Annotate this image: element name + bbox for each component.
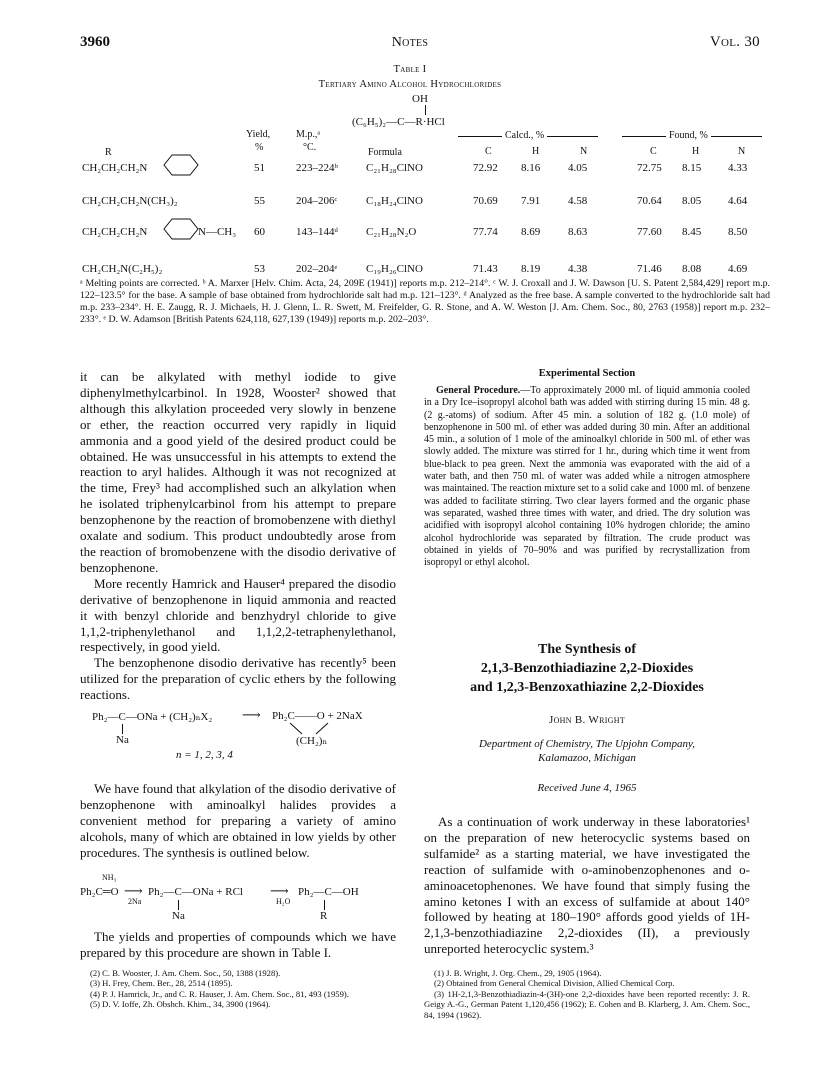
row-r: CH₂CH₂CH₂N bbox=[82, 226, 148, 238]
reaction-arrow-icon: ⟶ bbox=[270, 883, 289, 898]
row-calc-c: 71.43 bbox=[473, 263, 498, 275]
row-found-c: 70.64 bbox=[637, 195, 662, 207]
row-found-c: 71.46 bbox=[637, 263, 662, 275]
col-header-calc-n: N bbox=[580, 146, 588, 157]
row-yield: 55 bbox=[254, 195, 265, 207]
structure-formula: (C₆H₅)₂—C—R·HCl bbox=[352, 116, 445, 128]
table-row bbox=[80, 224, 770, 246]
row-mp: 223–224ᵇ bbox=[296, 162, 338, 174]
right-footnotes bbox=[424, 968, 750, 1020]
col-header-found-n: N bbox=[738, 146, 746, 157]
col-header-calc-c: C bbox=[485, 146, 492, 157]
affiliation-line: Department of Chemistry, The Upjohn Company, bbox=[478, 738, 696, 750]
page-number: 3960 bbox=[80, 34, 110, 50]
row-calc-h: 8.16 bbox=[521, 162, 541, 174]
paragraph: it can be alkylated with methyl iodide to give diphenylmethylcarbinol. In 1928, Wooster² showed that although this alkylation proceeded very slowly in benzene or ether, the reaction occurred very rapidly in liquid ammonia and a good yield of the desired product could be obtained. He was unsuccessful in his attempts to extend the reaction to aryl halides. Although it was not recognized at the time, Frey³ had accomplished such an alkylation when he isolated triphenylcarbinol from his attempt to prepare benzophenone by the reaction of bromobenzene with diethyl oxalate and sodium. This product undoubtedly arose from the reaction of bromobenzene with the disodio derivative of benzophenone. bbox=[80, 369, 396, 575]
row-calc-c: 70.69 bbox=[473, 195, 498, 207]
col-header-yield: Yield, bbox=[246, 129, 271, 140]
paragraph: As a continuation of work underway in these laboratories¹ on the preparation of new heterocyclic systems based on sulfamide² as a starting material, we have investigated the reaction of sulfamide with o-aminobenzophenones and o-aminoacetophenones. We have found that simply fusing the amino ketones I with an excess of sulfamide at about 140° followed by heating at 180–190° affords good yields of 1H-2,1,3-benzothiadiazine 2,2-dioxides (II), a previously unreported heterocyclic system.³ bbox=[424, 814, 750, 957]
row-mp: 202–204ᵉ bbox=[296, 263, 338, 275]
reaction-arrow-icon: ⟶ bbox=[124, 883, 143, 898]
col-header-r: R bbox=[105, 147, 112, 158]
equation-2-under: 2Na bbox=[128, 897, 142, 906]
equation-2-over: NH₃ bbox=[102, 873, 117, 882]
equation-1-right: Ph₂C——O + 2NaX bbox=[272, 710, 363, 722]
row-yield: 60 bbox=[254, 226, 265, 238]
equation-1-ring: (CH₂)ₙ bbox=[296, 735, 328, 747]
footnote: (3) H. Frey, Chem. Ber., 28, 2514 (1895). bbox=[90, 978, 233, 989]
table-footnotes: ᵃ Melting points are corrected. ᵇ A. Marxer [Helv. Chim. Acta, 24, 209E (1941)] reports m.p. 212–214°. ᶜ W. J. Croxall and J. W. Dawson [U. S. Patent 2,584,429] report m.p. 122–123.5° for the base. A sample of base obtained from hydrochloride salt had m.p. 121–123°. ᵈ Analyzed as the free base. A sample converted to the hydrochloride salt had m.p. 233–234°. H. E. Zaugg, R. J. Michaels, H. J. Glenn, L. R. Swett, M. Freifelder, G. R. Stone, and A. W. Weston [J. Am. Chem. Soc., 80, 2763 (1958)] report m.p. 232–233°. ᵉ D. W. Adamson [British Patents 624,118, 627,139 (1949)] reports m.p. 202–203°. bbox=[80, 278, 770, 325]
row-found-h: 8.15 bbox=[682, 162, 702, 174]
col-header-formula: Formula bbox=[368, 147, 402, 158]
row-found-c: 77.60 bbox=[637, 226, 662, 238]
row-calc-n: 4.58 bbox=[568, 195, 588, 207]
row-calc-h: 8.19 bbox=[521, 263, 541, 275]
row-r-suffix: N—CH₃ bbox=[198, 226, 237, 238]
footnote: (2) Obtained from General Chemical Division, Allied Chemical Corp. bbox=[434, 978, 675, 989]
left-column-text-2 bbox=[80, 781, 396, 861]
article-title bbox=[424, 640, 750, 697]
equation-2-under-2: H₂O bbox=[276, 897, 291, 906]
col-header-found-h: H bbox=[692, 146, 700, 157]
bond-line bbox=[122, 724, 123, 734]
col-header-found: Found, % bbox=[666, 130, 711, 141]
procedure-lead: General Procedure. bbox=[436, 385, 521, 396]
footnote: (1) J. B. Wright, J. Org. Chem., 29, 1905 (1964). bbox=[434, 968, 602, 978]
row-formula: C₁₉H₂₆ClNO bbox=[366, 263, 423, 275]
row-yield: 51 bbox=[254, 162, 265, 174]
equation-2-intermediate: Ph₂—C—ONa + RCl bbox=[148, 886, 243, 898]
volume-label: Vol. 30 bbox=[709, 34, 760, 50]
equation-1-na: Na bbox=[116, 734, 129, 746]
col-header-yield-unit: % bbox=[255, 142, 264, 153]
row-formula: C₂₁H₂₈N₂O bbox=[366, 226, 417, 238]
col-header-calc-h: H bbox=[532, 146, 540, 157]
row-mp: 143–144ᵈ bbox=[296, 226, 338, 238]
row-formula: C₂₁H₂₈ClNO bbox=[366, 162, 423, 174]
footnote: (4) P. J. Hamrick, Jr., and C. R. Hauser, J. Am. Chem. Soc., 81, 493 (1959). bbox=[90, 988, 349, 999]
author: John B. Wright bbox=[548, 714, 626, 726]
equation-2-na: Na bbox=[172, 910, 185, 922]
experimental-text bbox=[424, 385, 750, 569]
footnote: (2) C. B. Wooster, J. Am. Chem. Soc., 50, 1388 (1928). bbox=[90, 968, 281, 978]
structure-bond bbox=[425, 105, 426, 115]
row-calc-h: 7.91 bbox=[521, 195, 541, 207]
col-header-mp-unit: °C. bbox=[303, 142, 317, 153]
row-found-n: 4.69 bbox=[728, 263, 748, 275]
title-line: 2,1,3-Benzothiadiazine 2,2-Dioxides bbox=[480, 661, 694, 676]
left-column-text-3 bbox=[80, 929, 396, 961]
table-row bbox=[80, 160, 770, 182]
row-calc-h: 8.69 bbox=[521, 226, 541, 238]
row-r: CH₂CH₂CH₂N(CH₃)₂ bbox=[82, 195, 178, 207]
paragraph: The benzophenone disodio derivative has recently⁵ been utilized for the preparation of cyclic ethers by the following reactions. bbox=[80, 655, 396, 703]
left-footnotes bbox=[80, 968, 396, 1010]
row-found-h: 8.08 bbox=[682, 263, 702, 275]
paragraph: We have found that alkylation of the disodio derivative of benzophenone with aminoalkyl halides provides a convenient method for preparing a variety of amino alcohols, many of which are obtained in low yields by other procedures. The synthesis is outlined below. bbox=[80, 781, 396, 860]
row-calc-n: 4.38 bbox=[568, 263, 588, 275]
row-calc-c: 72.92 bbox=[473, 162, 498, 174]
received-date: Received June 4, 1965 bbox=[537, 782, 637, 794]
row-r: CH₂CH₂CH₂N bbox=[82, 162, 148, 174]
row-calc-c: 77.74 bbox=[473, 226, 498, 238]
experimental-heading: Experimental Section bbox=[538, 368, 636, 379]
procedure-text: —To approximately 2000 ml. of liquid ammonia cooled in a Dry Ice–isopropyl alcohol bath was added with stirring during 15 min. 48 g. (2 g.-atoms) of sodium. After 45 min. a solution of 182 g. (1.0 mole) of benzophenone in 500 ml. of ether was added during 30 min. After an additional 45 min., a solution of 1 mole of the aminoalkyl chloride in 500 ml. of ether was slowly added. The mixture was stirred for 1 hr., during which time it went from blue-black to pea green. Next the ammonia was evaporated with the aid of a water bath, and then 750 ml. of water was added while a nitrogen atmosphere was maintained. The reaction mixture set to a solid cake and 1000 ml. of benzene was added to facilitate stirring. Two clear layers formed and the organic phase was separated, washed three times with water, and dried. The dry solution was acidified with isopropyl alcohol containing 10% hydrogen chloride; the amino alcohol hydrochloride was separated by filtration. The crude product was obtained in yields of 70–90% and was purified by recrystallization from isopropyl or ethyl alcohol. bbox=[424, 385, 750, 569]
row-yield: 53 bbox=[254, 263, 265, 275]
cyclohexyl-ring-icon bbox=[160, 152, 204, 178]
bond-line bbox=[324, 900, 325, 910]
paragraph: More recently Hamrick and Hauser⁴ prepared the disodio derivative of benzophenone in liquid ammonia and reacted it with benzyl chloride and benzhydryl chloride to give 1,1,2-triphenylethanol and 1,1,2,2-tetraphenylethanol, respectively, in good yield. bbox=[80, 575, 396, 655]
row-found-h: 8.05 bbox=[682, 195, 702, 207]
affiliation-line: Kalamazoo, Michigan bbox=[538, 751, 636, 764]
col-header-calcd: Calcd., % bbox=[502, 130, 547, 141]
structure-oh: OH bbox=[412, 93, 428, 105]
row-formula: C₁₈H₂₄ClNO bbox=[366, 195, 423, 207]
col-header-found-c: C bbox=[650, 146, 657, 157]
equation-2-r: R bbox=[320, 910, 328, 922]
col-header-mp: M.p.,ᵃ bbox=[296, 129, 321, 140]
left-column-text bbox=[80, 369, 396, 703]
row-found-c: 72.75 bbox=[637, 162, 662, 174]
table-row bbox=[80, 193, 770, 215]
table-title: Tertiary Amino Alcohol Hydrochlorides bbox=[318, 79, 502, 90]
row-calc-n: 4.05 bbox=[568, 162, 588, 174]
footnote: (3) 1H-2,1,3-Benzothiadiazin-4-(3H)-one 2,2-dioxides have been reported recently: J. R. Geigy A.-G., German Patent 1,120,456 (1962); E. Cohen and B. Klarberg, J. Am. Chem. Soc., 84, 1994 (1962). bbox=[424, 988, 750, 1020]
row-mp: 204–206ᶜ bbox=[296, 195, 338, 207]
equation-2-reactant: Ph₂C═O bbox=[80, 886, 119, 898]
bond-line bbox=[178, 900, 179, 910]
row-found-n: 4.33 bbox=[728, 162, 748, 174]
row-calc-n: 8.63 bbox=[568, 226, 588, 238]
running-section-title: Notes bbox=[391, 35, 429, 50]
title-line: The Synthesis of bbox=[537, 642, 637, 657]
table-label: Table I bbox=[393, 64, 427, 75]
row-r: CH₂CH₂N(C₂H₅)₂ bbox=[82, 263, 163, 275]
title-line: and 1,2,3-Benzoxathiazine 2,2-Dioxides bbox=[470, 680, 704, 695]
row-found-h: 8.45 bbox=[682, 226, 702, 238]
article-body bbox=[424, 814, 750, 957]
reaction-arrow-icon: ⟶ bbox=[242, 707, 261, 722]
row-found-n: 4.64 bbox=[728, 195, 748, 207]
paragraph: The yields and properties of compounds which we have prepared by this procedure are shown in Table I. bbox=[80, 929, 396, 960]
affiliation bbox=[424, 738, 750, 765]
row-found-n: 8.50 bbox=[728, 226, 748, 238]
equation-1-n: n = 1, 2, 3, 4 bbox=[176, 749, 233, 761]
equation-2-product: Ph₂—C—OH bbox=[298, 886, 359, 898]
equation-1-left: Ph₂—C—ONa + (CH₂)ₙX₂ bbox=[92, 711, 213, 723]
footnote: (5) D. V. Ioffe, Zh. Obshch. Khim., 34, 3900 (1964). bbox=[90, 999, 271, 1010]
